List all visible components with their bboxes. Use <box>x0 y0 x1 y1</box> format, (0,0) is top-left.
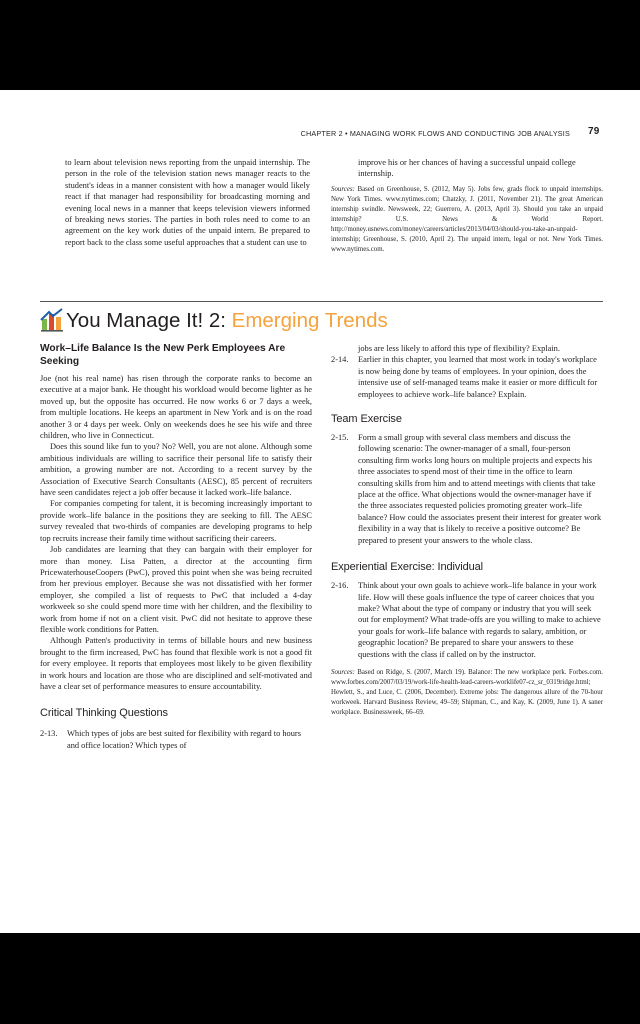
team-exercise-heading: Team Exercise <box>331 413 402 426</box>
article-paragraph-2: Does this sound like fun to you? No? Well, you are not alone. Although some ambitious individuals are willing to sacrifice their personal life to satisfy their ambition, a growing number are not. According to a recent survey by the Association of Executive Search Consultants (AESC), 85 percent of recruiters have seen candidates reject a job offer because it lacked work–life balance. <box>40 442 312 498</box>
question-2-13-end <box>331 343 603 354</box>
running-header <box>0 126 640 140</box>
critical-thinking-heading: Critical Thinking Questions <box>40 707 168 720</box>
article-paragraph-5: Although Patten's productivity in terms of billable hours and new business brought to the firm increased, PwC has found that flexible work is not a good fit for every employee. It reports that employees most likely to be given flexibility in work hours and location are those who are disciplined and self-motivated and have a clear set of performance measures to ensure accountability. <box>40 636 312 691</box>
question-text: Which types of jobs are best suited for flexibility with regard to hours and office location? Which types of <box>67 729 301 750</box>
banner-emphasis: Emerging Trends <box>231 309 388 332</box>
right-column <box>331 343 603 718</box>
continuation-ending: improve his or her chances of having a successful unpaid college internship. <box>358 158 576 179</box>
question-number: 2-14. <box>331 355 349 365</box>
icon-bar-3 <box>56 317 61 330</box>
page-number: 79 <box>588 126 600 137</box>
article-title: Work–Life Balance Is the New Perk Employees Are Seeking <box>40 343 286 367</box>
question-number: 2-15. <box>331 433 349 443</box>
question-2-14 <box>331 354 603 400</box>
sources-text: Based on Greenhouse, S. (2012, May 5). Jobs few, grads flock to unpaid internships. New York Times. www.nytimes.com; Chatzky, J. (2011, November 21). The great American internship swindle. Newsweek, 22; Guerrero, A. (2013, April 3). Should you take an unpaid internship? U.S. News & World Report. http://money.usnews.com/money/careers/articles/2013/04/03/should-you-take-an-unpaid-internship; Greenhouse, S. (2010, April 2). The unpaid intern, legal or not. New York Times. www.nytimes.com. <box>331 185 603 253</box>
article-paragraph-3: For companies competing for talent, it is becoming increasingly important to provide work–life balance in the positions they are seeking to fill. The AESC survey revealed that two-thirds of companies are developing programs to help top recruits increase their family time without sacrificing their careers. <box>40 499 312 543</box>
textbook-page <box>0 90 640 933</box>
question-2-13-start <box>40 728 312 751</box>
bottom-sources <box>331 668 603 718</box>
question-number: 2-16. <box>331 581 349 591</box>
article-body <box>40 373 312 692</box>
question-text-continued: jobs are less likely to afford this type of flexibility? Explain. <box>358 344 560 353</box>
article-paragraph-1: Joe (not his real name) has risen through the corporate ranks to become an executive at a major bank. He thought his workload would become lighter as he moved up, but the opposite has occurred. He now works 6 or 7 days a week, from multiple locations. He keeps an apartment in New York and is on the road another 3 or 4 days per week. Only on weekends does he see his wife and three children, who live in Connecticut. <box>40 374 312 441</box>
article-paragraph-4: Job candidates are learning that they can bargain with their employer for more than money. Lisa Patten, a director at the accounting firm PricewaterhouseCoopers (PwC), proved this point when she was being recruited from her previous employer. Because she was not dissatisfied with her former employer, she compiled a list of requests to PwC that included a 4-day workweek so she could spend more time with her children, and the flexibility to work from home if not on a client visit. PwC did not hesitate to approve these flexible work conditions for Patten. <box>40 545 312 634</box>
question-2-15 <box>331 432 603 546</box>
question-2-16 <box>331 580 603 660</box>
banner-divider <box>40 301 603 302</box>
question-number: 2-13. <box>40 729 58 739</box>
icon-bar-1 <box>42 319 47 330</box>
article-column <box>40 342 312 751</box>
sources-label: Sources: <box>331 668 355 676</box>
question-text: Form a small group with several class members and discuss the following scenario: The owner-manager of a small, four-person consulting firm works long hours on multiple projects and expects his three associates to spend most of their time in the office to learn consulting skills from him and to attend meetings with clients that take place at the office. What objections would the owner-manager have if the three associates requested policies promoting greater work–life balance? How could the associates present their interest for greater work flexibility in a way that is likely to receive a positive outcome? Be prepared to present your answers to the whole class. <box>358 433 602 545</box>
top-left-continuation <box>65 157 310 248</box>
sources-label: Sources: <box>331 185 355 193</box>
section-banner <box>40 306 600 336</box>
question-text: Earlier in this chapter, you learned that most work in today's workplace is now being done by teams of employees. In your opinion, does the intensive use of self-managed teams make it easier or more difficult for employees to achieve work–life balance? Explain. <box>358 355 598 399</box>
question-text: Think about your own goals to achieve work–life balance in your work life. How will these goals influence the type of career choices that you make? What about the type of company or industry that you will seek out for employment? What trade-offs are you willing to make to achieve your goals for work–life balance with regards to salary, ambition, or geographic location? Be prepared to share your answers to these questions with the class if called on by the instructor. <box>358 581 601 659</box>
bar-chart-icon <box>40 308 64 332</box>
banner-prefix: You Manage It! 2: <box>66 309 226 332</box>
top-sources <box>331 185 603 255</box>
top-right-continuation <box>331 157 603 255</box>
icon-base <box>41 330 63 332</box>
running-title: CHAPTER 2 • MANAGING WORK FLOWS AND CONDUCTING JOB ANALYSIS <box>300 129 570 138</box>
sources-text: Based on Ridge, S. (2007, March 19). Balance: The new workplace perk. Forbes.com. www.forbes.com/2007/03/19/work-life-health-lead-careers-worklife07-cz_sr_0319ridge.html; Hewlett, S., and Luce, C. (2006, December). Extreme jobs: The dangerous allure of the 70-hour workweek. Harvard Business Review, 49–59; Shipman, C., and Kay, K. (2009, June 1). A saner workplace. Businessweek, 66–69. <box>331 668 603 716</box>
experiential-exercise-heading: Experiential Exercise: Individual <box>331 561 484 574</box>
continuation-paragraph: to learn about television news reporting from the unpaid internship. The person in the role of the television station news manager reacts to the student's ideas in a manner consistent with how a manager would likely react if that manager had responsibility for broadcasting morning and evening local news in a manner that keeps television viewers informed of breaking news stories. The parties in both roles need to come to an agreement on the key work duties of the unpaid intern. Be prepared to report back to the class some useful approaches that a student can use to <box>65 158 310 247</box>
